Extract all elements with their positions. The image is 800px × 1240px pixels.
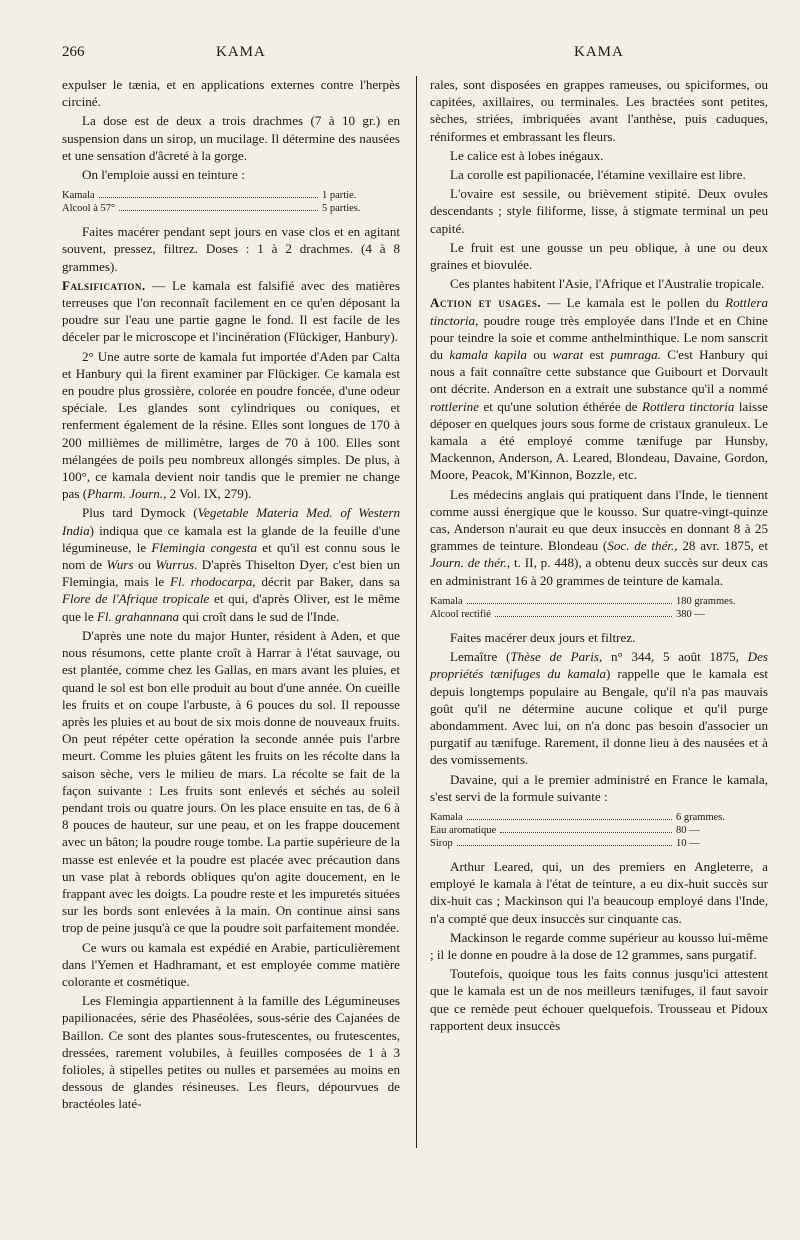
paragraph: Lemaître (Thèse de Paris, n° 344, 5 août 1875, Des propriétés tænifuges du kamala) rappelle que le kamala est depuis longtemps populaire au Bengale, qu'il n'a pas mauvais goût qu'il ne détermine aucune colique et qu'il purge abondamment. Avec lui, on n'a donc pas besoin d'associer un purgatif au tænifuge. Rarement, il donne lieu à des nausées et à des vomissements. <box>430 649 769 768</box>
formula-row <box>62 202 400 215</box>
paragraph: Les Flemingia appartiennent à la famille des Légumineuses papilionacées, série des Phaséolées, sous-série des Cajanées de Baillon. Ce sont des plantes sous-frutescentes, ou frutescentes, dressées, rarement volubiles, à feuilles composées de 1 à 3 folioles, à stipelles petites ou nulles et parsemées au moins en dessous de glandes résineuses. Les fleurs, dépourvues de bractéoles laté- <box>62 993 400 1112</box>
page-header <box>0 44 800 68</box>
paragraph: Les médecins anglais qui pratiquent dans l'Inde, le tiennent comme aussi énergique que le kousso. Sur quatre-vingt-quinze cas, Anderson n'aurait eu que deux insuccès en donnant 8 à 25 grammes de teinture. Blondeau (Soc. de thér., 28 avr. 1875, et Journ. de thér., t. II, p. 448), a obtenu deux succès sur deux cas en administrant 16 à 20 grammes de teinture de kamala. <box>430 486 768 588</box>
paragraph: rales, sont disposées en grappes rameuses, ou spiciformes, ou capitées, axillaires, ou terminales. Les bractées sont petites, sèches, striées, imbriquées avant l'anthèse, puis caduques, réniformes et embrassant les fleurs. <box>430 77 768 144</box>
formula-row <box>430 608 768 621</box>
falsification-paragraph: Falsification. — Le kamala est falsifié avec des matières terreuses que l'on reconnaît facilement en ce qu'en déposant la poudre sur l'eau une partie gagne le fond. Il est facile de les déceler par le microscope et l'incinération (Flückiger, Hanbury). <box>62 277 400 345</box>
paragraph: D'après une note du major Hunter, résident à Aden, et que nous résumons, cette plante croît à Harrar à l'état sauvage, ou est plantée, comme chez les Gallas, en mars avant les pluies, et quand le sol est bon elle produit au bout d'une année. On cueille les fruits et on coupe l'arbuste, à 6 pouces du sol. Il repousse après les pluies et au bout de six mois donne de nouveaux fruits. On peut répéter cette opération la seconde année puis l'arbre meurt. Comme les pluies gâtent les fruits on les récolte dans la saison sèche, vers le milieu de mars. La récolte se fait de la façon suivante : Les fruits sont enlevés et séchés au soleil pendant trois ou quatre jours. On les place ensuite en tas, de 6 à 8 pouces de hauteur, sur une peau, et on les frappe doucement avec un bâton; la poudre rouge tombe. La partie supérieure de la masse est enlevée et la poudre est placée avec précaution dans un vase plat à rebords obliques qu'on agite doucement, en le frappant avec les doigts. La poudre reste et les impuretés situées sur les bords sont enlevées à la main. On continue ainsi sans trop de peine jusqu'à ce que la poudre soit parfaitement mondée. <box>62 627 400 936</box>
formula-row <box>430 837 768 850</box>
paragraph: Mackinson le regarde comme supérieur au kousso lui-même ; il le donne en poudre à la dose de 12 grammes, sans purgatif. <box>430 929 768 962</box>
formula-quantity: 180 grammes. <box>676 595 736 607</box>
formula-row <box>62 189 400 202</box>
formula-table <box>430 595 768 621</box>
formula-ingredient: Kamala <box>430 595 463 607</box>
formula-row <box>430 595 768 608</box>
formula-ingredient: Eau aromatique <box>430 824 497 836</box>
paragraph: Faites macérer pendant sept jours en vase clos et en agitant souvent, pressez, filtrez. Doses : 1 à 2 drachmes. (4 à 8 grammes). <box>62 224 400 274</box>
action-paragraph: Action et usages. — Le kamala est le pollen du Rottlera tinctoria, poudre rouge très employée dans l'Inde et en Chine pour teindre la soie et comme anthelminthique. Le nom sanscrit du kamala kapila ou warat est pumraga. C'est Hanbury qui nous a fait connaître cette substance que Guibourt et Dorvault ont décrite. Anderson en a extrait une substance qu'il a nommé rottlerine et qu'une solution éthérée de Rottlera tinctoria laisse déposer en quelques jours sous forme de cristaux granuleux. Le kamala a été employé comme tænifuge par Hunsby, Mackennon, Anderson, A. Leared, Blondeau, Davaine, Gordon, Moore, Peacok, M'Kinnon, Bozzle, etc. <box>430 295 768 483</box>
right-column <box>430 76 768 1036</box>
paragraph: Toutefois, quoique tous les faits connus jusqu'ici attestent que le kamala est un de nos meilleurs tænifuges, il faut savoir que ce remède peut échouer quelquefois. Trousseau et Pidoux rapportent deux insuccès <box>430 966 768 1033</box>
paragraph: Arthur Leared, qui, un des premiers en Angleterre, a employé le kamala à l'état de teinture, a eu dix-huit succès sur dix-huit cas ; Mackinson qui l'a beaucoup employé dans l'Inde, n'a compté que deux insuccès sur cinquante cas. <box>430 858 768 926</box>
formula-ingredient: Alcool rectifié <box>430 608 491 620</box>
formula-quantity: 5 parties. <box>322 203 361 215</box>
column-divider <box>416 76 417 1148</box>
formula-row <box>430 824 768 837</box>
formula-table <box>62 189 400 215</box>
formula-quantity: 6 grammes. <box>676 811 725 823</box>
paragraph: expulser le tænia, et en applications externes contre l'herpès circiné. <box>62 77 400 110</box>
paragraph: Ce wurs ou kamala est expédié en Arabie, particulièrement dans l'Yemen et Hadhramant, et est employée comme matière colorante et cosmétique. <box>62 939 400 989</box>
formula-ingredient: Sirop <box>430 837 453 849</box>
paragraph: Le fruit est une gousse un peu oblique, à une ou deux graines et biovulée. <box>430 239 768 273</box>
section-label: Falsification. <box>62 277 146 293</box>
page-number: 266 <box>62 44 85 60</box>
section-label: Action et usages. <box>430 295 542 311</box>
formula-ingredient: Kamala <box>62 190 95 202</box>
formula-ingredient: Kamala <box>430 811 463 823</box>
paragraph: On l'emploie aussi en teinture : <box>82 167 245 183</box>
formula-quantity: 80 — <box>676 824 700 836</box>
paragraph: La dose est de deux a trois drachmes (7 à 10 gr.) en suspension dans un sirop, un mucilage. Il détermine des nausées et une sensation d'âcreté à la gorge. <box>62 113 400 163</box>
formula-row <box>430 811 768 824</box>
paragraph: Faites macérer deux jours et filtrez. <box>450 629 636 645</box>
paragraph: Le calice est à lobes inégaux. <box>450 147 604 163</box>
running-head-right: KAMA <box>574 44 624 60</box>
formula-table <box>430 811 768 850</box>
formula-quantity: 380 — <box>676 608 705 620</box>
formula-quantity: 1 partie. <box>322 190 357 202</box>
formula-quantity: 10 — <box>676 837 700 849</box>
running-head-left: KAMA <box>216 44 266 60</box>
paragraph: L'ovaire est sessile, ou brièvement stipité. Deux ovules descendants ; style filiforme, lisse, à stigmate terminal un peu capité. <box>430 186 768 236</box>
paragraph: 2° Une autre sorte de kamala fut importée d'Aden par Calta et Hanbury qui la firent examiner par Flückiger. Ce kamala est en poudre plus grossière, colorée en poudre foncée, d'une odeur spéciale. Les glandes sont cylindriques ou coniques, et renferment également de la résine. Elles sont longues de 170 à 200 millièmes de millimètre, larges de 70 à 100. Elles sont mélangées de poils peu nombreux allongés simples. De plus, à 100°, ce kamala devient noir tandis que le premier ne change pas (Pharm. Journ., 2 Vol. IX, 279). <box>62 348 400 502</box>
paragraph: Ces plantes habitent l'Asie, l'Afrique et l'Australie tropicale. <box>450 276 765 292</box>
paragraph: La corolle est papilionacée, l'étamine vexillaire est libre. <box>450 167 746 183</box>
paragraph: Plus tard Dymock (Vegetable Materia Med. of Western India) indiqua que ce kamala est la glande de la feuille d'une légumineuse, le Flemingia congesta et qu'il est connu sous le nom de Wurs ou Wurrus. D'après Thiselton Dyer, c'est bien un Flemingia, mais le Fl. rhodocarpa, décrit par Baker, dans sa Flore de l'Afrique tropicale et qui, d'après Oliver, est le même que le Fl. grahannana qui croît dans le sud de l'Inde. <box>62 505 400 624</box>
formula-ingredient: Alcool à 57° <box>62 203 116 215</box>
paragraph: Davaine, qui a le premier administré en France le kamala, s'est servi de la formule suivante : <box>430 771 768 804</box>
left-column <box>62 76 400 1115</box>
